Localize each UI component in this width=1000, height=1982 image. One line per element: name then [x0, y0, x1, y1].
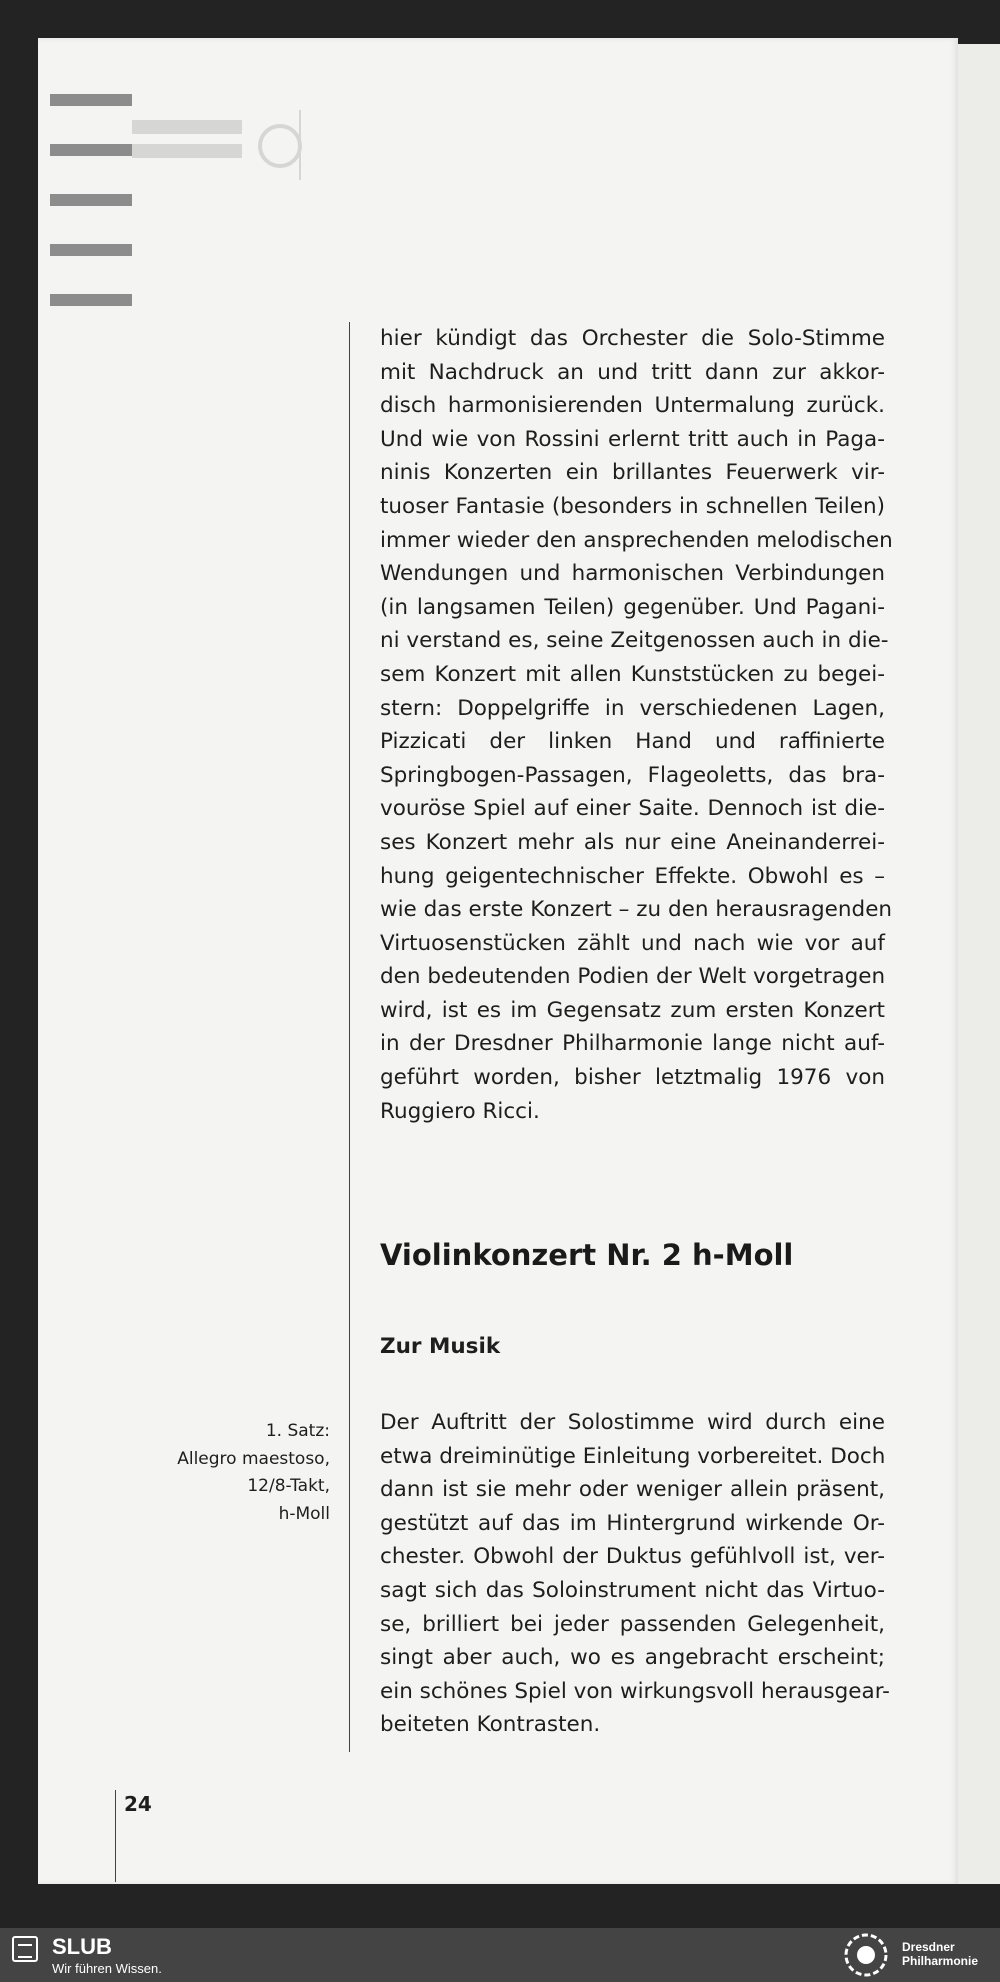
page-number-rule [115, 1790, 116, 1882]
text-line: ni verstand es, seine Zeitgenossen auch in die- [380, 628, 889, 654]
text-line: Und wie von Rossini erlernt tritt auch in Paga- [380, 426, 885, 452]
side-note-line: h-Moll [278, 1503, 330, 1524]
text-line: gestützt auf das im Hintergrund wirkende Or- [380, 1510, 885, 1536]
index-tab [50, 194, 132, 206]
philharmonie-name-line: Dresdner [902, 1940, 955, 1954]
page-number: 24 [124, 1792, 152, 1816]
text-line: Virtuosenstücken zählt und nach wie vor auf [380, 930, 885, 956]
text-line: dann ist sie mehr oder weniger allein präsent, [380, 1477, 885, 1503]
side-note-line: 12/8-Takt, [247, 1476, 330, 1496]
text-line: ninis Konzerten ein brillantes Feuerwerk vir- [380, 460, 885, 486]
text-line: (in langsamen Teilen) gegenüber. Und Pagani- [380, 594, 885, 620]
footer-bar [0, 1928, 1000, 1982]
philharmonie-name-line: Philharmonie [902, 1954, 979, 1968]
text-line: ses Konzert mehr als nur eine Aneinanderrei- [380, 829, 885, 855]
text-line: se, brilliert bei jeder passenden Gelegenheit, [380, 1611, 885, 1637]
text-line: Pizzicati der linken Hand und raffinierte [380, 729, 885, 755]
index-tab [50, 294, 132, 306]
index-tab [50, 244, 132, 256]
text-line: Der Auftritt der Solostimme wird durch eine [380, 1410, 885, 1435]
column-rule [349, 322, 350, 1752]
text-line: geführt worden, bisher letztmalig 1976 von [380, 1065, 885, 1091]
body-text-top [380, 322, 893, 1128]
philharmonie-logo-icon[interactable] [843, 1932, 889, 1978]
section-subheading: Zur Musik [380, 1334, 501, 1359]
text-line: stern: Doppelgriffe in verschiedenen Lagen, [380, 695, 885, 721]
text-line: tuoser Fantasie (besonders in schnellen Teilen) [380, 493, 885, 519]
index-tab [50, 144, 132, 156]
movement-side-note [150, 1418, 330, 1528]
slub-name[interactable]: SLUB [52, 1934, 112, 1959]
text-line: etwa dreiminütige Einleitung vorbereitet. Doch [380, 1443, 886, 1469]
text-line: hier kündigt das Orchester die Solo-Stimme [380, 326, 885, 351]
text-line: beiteten Kontrasten. [380, 1712, 601, 1738]
text-line: mit Nachdruck an und tritt dann zur akkor- [380, 359, 885, 385]
text-line: wie das erste Konzert – zu den herausragenden [380, 897, 893, 923]
text-line: den bedeutenden Podien der Welt vorgetragen [380, 964, 886, 990]
text-line: singt aber auch, wo es angebracht erscheint; [380, 1645, 885, 1671]
text-line: chester. Obwohl der Duktus gefühlvoll ist, ver- [380, 1544, 885, 1570]
index-tab [50, 94, 132, 106]
text-line: Wendungen und harmonischen Verbindungen [380, 561, 885, 587]
text-line: disch harmonisierenden Untermalung zurück. [380, 393, 885, 419]
text-line: vouröse Spiel auf einer Saite. Dennoch ist die- [380, 796, 885, 822]
side-note-line: Allegro maestoso, [177, 1448, 330, 1469]
text-line: sem Konzert mit allen Kunststücken zu begei- [380, 661, 885, 687]
philharmonie-name[interactable] [902, 1940, 978, 1968]
section-heading: Violinkonzert Nr. 2 h-Moll [380, 1238, 794, 1272]
side-note-line: 1. Satz: [265, 1421, 330, 1441]
slub-logo-icon[interactable] [12, 1936, 38, 1962]
text-line: wird, ist es im Gegensatz zum ersten Konzert [380, 997, 885, 1023]
text-line: Ruggiero Ricci. [380, 1098, 540, 1124]
body-text-bottom [380, 1406, 890, 1742]
next-page-edge [952, 44, 1000, 1884]
text-line: ein schönes Spiel von wirkungsvoll herausgear- [380, 1678, 890, 1704]
bleed-through-logo [130, 110, 320, 180]
slub-tagline: Wir führen Wissen. [52, 1961, 162, 1976]
text-line: immer wieder den ansprechenden melodischen [380, 527, 893, 553]
text-line: Springbogen-Passagen, Flageoletts, das bra- [380, 762, 885, 788]
text-line: in der Dresdner Philharmonie lange nicht auf- [380, 1031, 885, 1057]
text-line: sagt sich das Soloinstrument nicht das Virtuo- [380, 1577, 885, 1603]
text-line: hung geigentechnischer Effekte. Obwohl es – [380, 863, 885, 889]
